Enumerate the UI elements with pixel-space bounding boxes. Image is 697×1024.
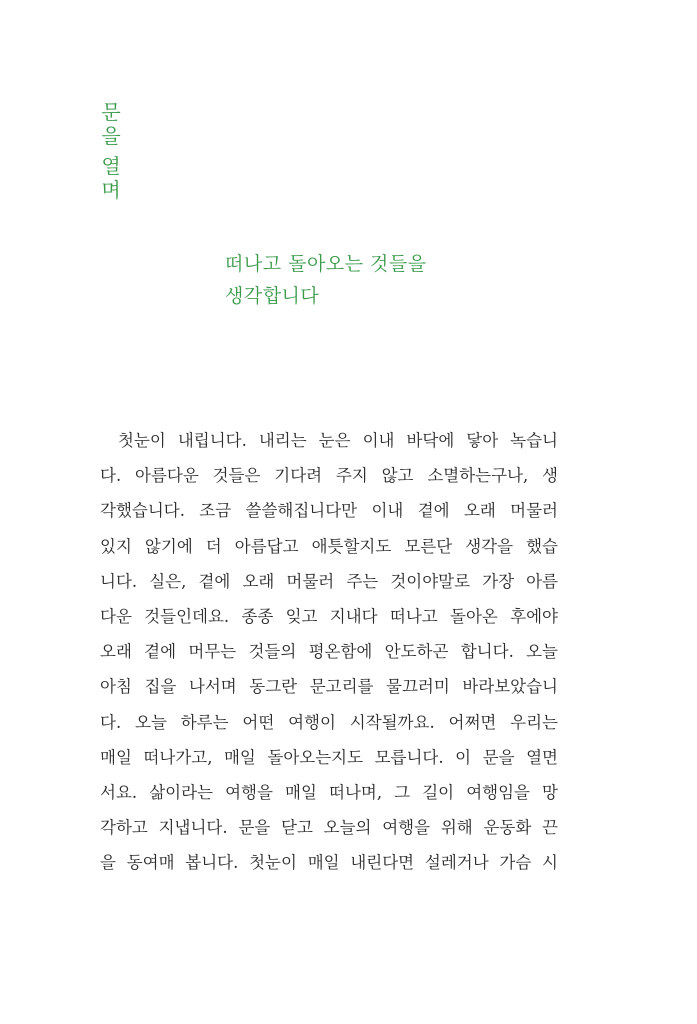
body-line: 아침 집을 나서며 동그란 문고리를 물끄러미 바라보았습니: [100, 677, 558, 697]
chapter-subtitle: [225, 248, 427, 312]
subtitle-line: 떠나고 돌아오는 것들을: [225, 253, 427, 275]
subtitle-line: 생각합니다: [225, 285, 320, 307]
title-char: 열: [101, 154, 121, 178]
title-char: 며: [101, 178, 121, 202]
body-line: 다운 것들인데요. 종종 잊고 지내다 떠나고 돌아온 후에야: [100, 607, 558, 627]
body-paragraph: [100, 423, 558, 881]
body-line: 서요. 삶이라는 여행을 매일 떠나며, 그 길이 여행임을 망: [100, 783, 558, 803]
body-line: 첫눈이 내립니다. 내리는 눈은 이내 바닥에 닿아 녹습니: [118, 431, 558, 450]
body-line: 있지 않기에 더 아름답고 애틋할지도 모른단 생각을 했습: [100, 536, 558, 556]
body-line: 각했습니다. 조금 쓸쓸해집니다만 이내 곁에 오래 머물러: [100, 501, 558, 521]
body-line: 매일 떠나가고, 매일 돌아오는지도 모릅니다. 이 문을 열면: [100, 747, 558, 767]
body-line: 오래 곁에 머무는 것들의 평온함에 안도하곤 합니다. 오늘: [100, 642, 558, 662]
body-line: 다. 오늘 하루는 어떤 여행이 시작될까요. 어쩌면 우리는: [100, 712, 558, 732]
body-line: 각하고 지냅니다. 문을 닫고 오늘의 여행을 위해 운동화 끈: [100, 818, 558, 838]
body-line: 다. 아름다운 것들은 기다려 주지 않고 소멸하는구나, 생: [100, 466, 558, 486]
body-line: 니다. 실은, 곁에 오래 머물러 주는 것이야말로 가장 아름: [100, 571, 558, 591]
title-char: 을: [101, 124, 121, 148]
title-char: 문: [101, 100, 121, 124]
chapter-title: [96, 100, 126, 202]
body-line: 을 동여매 봅니다. 첫눈이 매일 내린다면 설레거나 가슴 시: [100, 853, 558, 873]
